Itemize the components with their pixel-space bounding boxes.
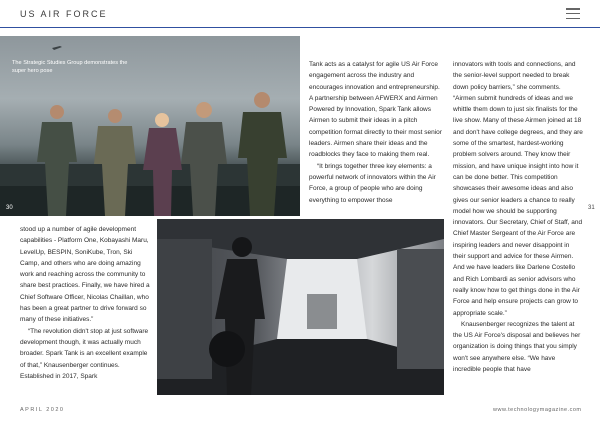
aircraft-cargo-photo	[157, 219, 444, 395]
article-paragraph: Tank acts as a catalyst for agile US Air Force engagement across the industry and encourages innovation and entrepreneurship. A partnership between AFWERX and Airmen Powered by Innovation, Spark Tank allows Airmen to submit their ideas in a pitch competition format directly to their most senior leaders. Airmen share their ideas and the roadblocks they face to making them real.	[309, 61, 442, 159]
article-paragraph: “The revolution didn't stop at just software development though, it was actually much broader. Spark Tank is an excellent example of that,” Knausenberger continues. Established in 2017, Spark	[20, 327, 149, 380]
hamburger-menu-icon[interactable]	[566, 8, 580, 19]
page-number-right: 31	[588, 205, 595, 211]
article-paragraph: Knausenberger recognizes the talent at the US Air Force's disposal and believes her organization is doing things that you simply won't see anywhere else. “We have incredible people that have	[453, 320, 581, 374]
footer-issue-date: APRIL 2020	[20, 407, 65, 413]
article-column-right	[453, 59, 583, 375]
article-column-left-bottom	[20, 224, 151, 382]
footer-website-link[interactable]: www.technologymagazine.com	[493, 407, 582, 413]
article-paragraph: stood up a number of agile development capabilities - Platform One, Kobayashi Maru, LevelUp, BESPIN, SoniKube, Tron, Ski Camp, and others who are doing amazing work and reaching across the community to share best practices. Finally, we have hired a Chief Software Officer, Nicolas Chaillan, who has been a great partner to drive forward so many of these initiatives.”	[20, 226, 150, 324]
header-divider	[0, 27, 600, 28]
article-paragraph: innovators with tools and connections, and the senior-level support needed to break down policy barriers,” she comments. “Airmen submit hundreds of ideas and we whittle them down to just six finalists for the live show. Many of these Airmen joined at 18 and don't have college degrees, and they are some of the smartest, hardest-working problem solvers around. They know their mission, and have unique insight into how it can be done better. This competition showcases their awesome ideas and also gives our senior leaders a chance to really model how we should be supporting innovators. Our Secretary, Chief of Staff, and Chief Master Sergeant of the Air Force are inspiring leaders and never disappoint in their support and advice for these Airmen. And we have leaders like Darlene Costello and Rich Lombardi as senior advisors who really know how to get things done in the Air Force and help ensure projects can grow to appropriate scale.”	[453, 61, 583, 317]
publication-section-title: US AIR FORCE	[20, 9, 108, 19]
article-paragraph: “It brings together three key elements: a powerful network of innovators within the Air Force, a group of people who are doing everything to empower those	[309, 162, 436, 204]
article-column-middle-top	[309, 59, 445, 206]
aircraft-cargo-illustration	[157, 219, 444, 395]
photo-caption: The Strategic Studies Group demonstrates the super hero pose	[12, 60, 128, 74]
page-number-left: 30	[6, 205, 13, 211]
